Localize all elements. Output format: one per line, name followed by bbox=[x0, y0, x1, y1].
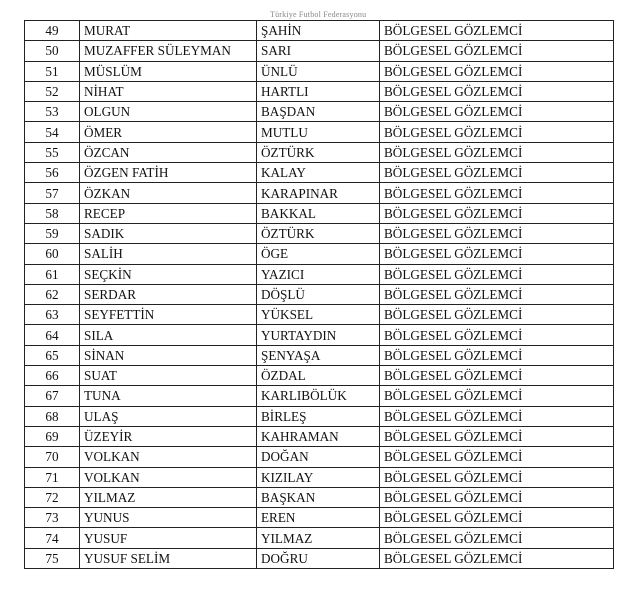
row-number-cell: 61 bbox=[25, 264, 80, 284]
roster-table-body bbox=[25, 21, 614, 569]
first-name-cell: MUZAFFER SÜLEYMAN bbox=[80, 41, 257, 61]
row-number-cell: 50 bbox=[25, 41, 80, 61]
table-row bbox=[25, 447, 614, 467]
role-cell: BÖLGESEL GÖZLEMCİ bbox=[380, 223, 614, 243]
row-number-cell: 67 bbox=[25, 386, 80, 406]
last-name-cell: BİRLEŞ bbox=[257, 406, 380, 426]
role-cell: BÖLGESEL GÖZLEMCİ bbox=[380, 122, 614, 142]
row-number-cell: 55 bbox=[25, 142, 80, 162]
last-name-cell: KALAY bbox=[257, 163, 380, 183]
row-number-cell: 57 bbox=[25, 183, 80, 203]
table-row bbox=[25, 305, 614, 325]
last-name-cell: EREN bbox=[257, 508, 380, 528]
last-name-cell: BAŞDAN bbox=[257, 102, 380, 122]
row-number-cell: 69 bbox=[25, 426, 80, 446]
table-row bbox=[25, 163, 614, 183]
first-name-cell: SİNAN bbox=[80, 345, 257, 365]
role-cell: BÖLGESEL GÖZLEMCİ bbox=[380, 183, 614, 203]
role-cell: BÖLGESEL GÖZLEMCİ bbox=[380, 406, 614, 426]
row-number-cell: 65 bbox=[25, 345, 80, 365]
table-row bbox=[25, 366, 614, 386]
role-cell: BÖLGESEL GÖZLEMCİ bbox=[380, 548, 614, 568]
last-name-cell: DOĞAN bbox=[257, 447, 380, 467]
last-name-cell: ÖZTÜRK bbox=[257, 223, 380, 243]
role-cell: BÖLGESEL GÖZLEMCİ bbox=[380, 487, 614, 507]
table-row bbox=[25, 487, 614, 507]
table-row bbox=[25, 508, 614, 528]
table-row bbox=[25, 122, 614, 142]
role-cell: BÖLGESEL GÖZLEMCİ bbox=[380, 203, 614, 223]
table-row bbox=[25, 183, 614, 203]
row-number-cell: 63 bbox=[25, 305, 80, 325]
role-cell: BÖLGESEL GÖZLEMCİ bbox=[380, 244, 614, 264]
table-row bbox=[25, 102, 614, 122]
last-name-cell: KARAPINAR bbox=[257, 183, 380, 203]
last-name-cell: ÖZDAL bbox=[257, 366, 380, 386]
last-name-cell: ÜNLÜ bbox=[257, 61, 380, 81]
table-row bbox=[25, 142, 614, 162]
table-row bbox=[25, 467, 614, 487]
last-name-cell: ÖGE bbox=[257, 244, 380, 264]
role-cell: BÖLGESEL GÖZLEMCİ bbox=[380, 142, 614, 162]
role-cell: BÖLGESEL GÖZLEMCİ bbox=[380, 325, 614, 345]
row-number-cell: 52 bbox=[25, 81, 80, 101]
first-name-cell: ÖZGEN FATİH bbox=[80, 163, 257, 183]
table-row bbox=[25, 406, 614, 426]
role-cell: BÖLGESEL GÖZLEMCİ bbox=[380, 102, 614, 122]
last-name-cell: DOĞRU bbox=[257, 548, 380, 568]
first-name-cell: SUAT bbox=[80, 366, 257, 386]
table-row bbox=[25, 21, 614, 41]
row-number-cell: 56 bbox=[25, 163, 80, 183]
last-name-cell: SARI bbox=[257, 41, 380, 61]
last-name-cell: YILMAZ bbox=[257, 528, 380, 548]
row-number-cell: 72 bbox=[25, 487, 80, 507]
table-row bbox=[25, 264, 614, 284]
first-name-cell: TUNA bbox=[80, 386, 257, 406]
table-row bbox=[25, 325, 614, 345]
first-name-cell: RECEP bbox=[80, 203, 257, 223]
first-name-cell: NİHAT bbox=[80, 81, 257, 101]
last-name-cell: ŞAHİN bbox=[257, 21, 380, 41]
first-name-cell: SEÇKİN bbox=[80, 264, 257, 284]
page-header-text: Türkiye Futbol Federasyonu bbox=[270, 10, 367, 19]
row-number-cell: 53 bbox=[25, 102, 80, 122]
first-name-cell: ÖMER bbox=[80, 122, 257, 142]
first-name-cell: ÖZKAN bbox=[80, 183, 257, 203]
first-name-cell: YUNUS bbox=[80, 508, 257, 528]
row-number-cell: 49 bbox=[25, 21, 80, 41]
row-number-cell: 54 bbox=[25, 122, 80, 142]
row-number-cell: 70 bbox=[25, 447, 80, 467]
role-cell: BÖLGESEL GÖZLEMCİ bbox=[380, 305, 614, 325]
row-number-cell: 74 bbox=[25, 528, 80, 548]
table-row bbox=[25, 345, 614, 365]
row-number-cell: 66 bbox=[25, 366, 80, 386]
row-number-cell: 75 bbox=[25, 548, 80, 568]
first-name-cell: YUSUF SELİM bbox=[80, 548, 257, 568]
table-row bbox=[25, 284, 614, 304]
first-name-cell: VOLKAN bbox=[80, 447, 257, 467]
first-name-cell: SEYFETTİN bbox=[80, 305, 257, 325]
last-name-cell: YAZICI bbox=[257, 264, 380, 284]
first-name-cell: SILA bbox=[80, 325, 257, 345]
last-name-cell: YÜKSEL bbox=[257, 305, 380, 325]
table-row bbox=[25, 244, 614, 264]
role-cell: BÖLGESEL GÖZLEMCİ bbox=[380, 467, 614, 487]
table-row bbox=[25, 203, 614, 223]
role-cell: BÖLGESEL GÖZLEMCİ bbox=[380, 284, 614, 304]
table-row bbox=[25, 528, 614, 548]
table-row bbox=[25, 223, 614, 243]
first-name-cell: VOLKAN bbox=[80, 467, 257, 487]
role-cell: BÖLGESEL GÖZLEMCİ bbox=[380, 61, 614, 81]
row-number-cell: 64 bbox=[25, 325, 80, 345]
row-number-cell: 68 bbox=[25, 406, 80, 426]
row-number-cell: 51 bbox=[25, 61, 80, 81]
role-cell: BÖLGESEL GÖZLEMCİ bbox=[380, 386, 614, 406]
role-cell: BÖLGESEL GÖZLEMCİ bbox=[380, 447, 614, 467]
last-name-cell: BAŞKAN bbox=[257, 487, 380, 507]
role-cell: BÖLGESEL GÖZLEMCİ bbox=[380, 163, 614, 183]
role-cell: BÖLGESEL GÖZLEMCİ bbox=[380, 345, 614, 365]
first-name-cell: ULAŞ bbox=[80, 406, 257, 426]
row-number-cell: 73 bbox=[25, 508, 80, 528]
last-name-cell: HARTLI bbox=[257, 81, 380, 101]
role-cell: BÖLGESEL GÖZLEMCİ bbox=[380, 264, 614, 284]
first-name-cell: SADIK bbox=[80, 223, 257, 243]
first-name-cell: SERDAR bbox=[80, 284, 257, 304]
first-name-cell: SALİH bbox=[80, 244, 257, 264]
first-name-cell: OLGUN bbox=[80, 102, 257, 122]
last-name-cell: ŞENYAŞA bbox=[257, 345, 380, 365]
row-number-cell: 71 bbox=[25, 467, 80, 487]
last-name-cell: ÖZTÜRK bbox=[257, 142, 380, 162]
role-cell: BÖLGESEL GÖZLEMCİ bbox=[380, 426, 614, 446]
role-cell: BÖLGESEL GÖZLEMCİ bbox=[380, 81, 614, 101]
table-row bbox=[25, 41, 614, 61]
last-name-cell: YURTAYDIN bbox=[257, 325, 380, 345]
first-name-cell: MURAT bbox=[80, 21, 257, 41]
table-row bbox=[25, 548, 614, 568]
row-number-cell: 58 bbox=[25, 203, 80, 223]
role-cell: BÖLGESEL GÖZLEMCİ bbox=[380, 528, 614, 548]
last-name-cell: KIZILAY bbox=[257, 467, 380, 487]
table-row bbox=[25, 386, 614, 406]
first-name-cell: YUSUF bbox=[80, 528, 257, 548]
table-row bbox=[25, 426, 614, 446]
first-name-cell: YILMAZ bbox=[80, 487, 257, 507]
last-name-cell: KAHRAMAN bbox=[257, 426, 380, 446]
row-number-cell: 59 bbox=[25, 223, 80, 243]
table-row bbox=[25, 61, 614, 81]
last-name-cell: BAKKAL bbox=[257, 203, 380, 223]
row-number-cell: 60 bbox=[25, 244, 80, 264]
first-name-cell: ÖZCAN bbox=[80, 142, 257, 162]
first-name-cell: ÜZEYİR bbox=[80, 426, 257, 446]
last-name-cell: DÖŞLÜ bbox=[257, 284, 380, 304]
last-name-cell: KARLIBÖLÜK bbox=[257, 386, 380, 406]
last-name-cell: MUTLU bbox=[257, 122, 380, 142]
row-number-cell: 62 bbox=[25, 284, 80, 304]
role-cell: BÖLGESEL GÖZLEMCİ bbox=[380, 366, 614, 386]
role-cell: BÖLGESEL GÖZLEMCİ bbox=[380, 41, 614, 61]
table-row bbox=[25, 81, 614, 101]
observer-roster-table bbox=[24, 20, 614, 569]
first-name-cell: MÜSLÜM bbox=[80, 61, 257, 81]
role-cell: BÖLGESEL GÖZLEMCİ bbox=[380, 508, 614, 528]
role-cell: BÖLGESEL GÖZLEMCİ bbox=[380, 21, 614, 41]
